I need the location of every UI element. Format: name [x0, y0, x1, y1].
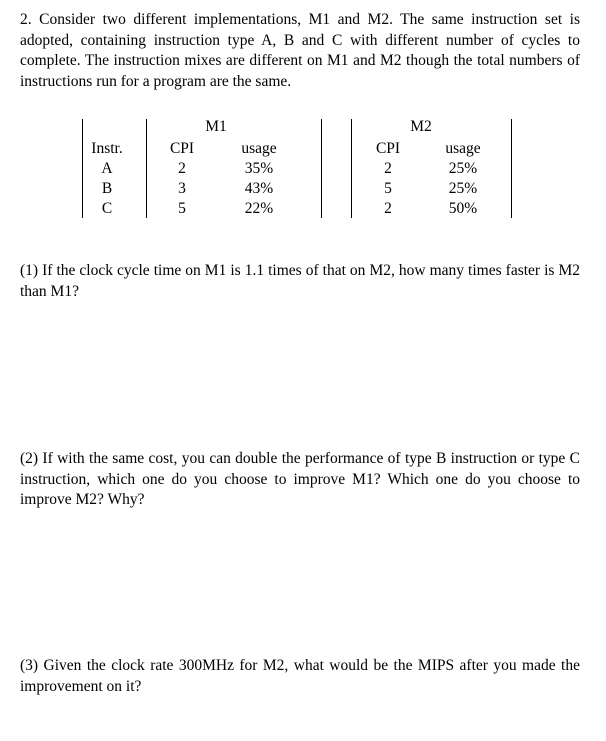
question-1: (1) If the clock cycle time on M1 is 1.1 times of that on M2, how many times faster is M2 than M1?: [20, 262, 580, 300]
m2-label: M2: [410, 118, 432, 135]
header-m2-usage: usage: [445, 140, 481, 157]
table-rule-right: [511, 119, 512, 218]
row-a-m2-cpi: 2: [384, 160, 392, 177]
question-3: (3) Given the clock rate 300MHz for M2, what would be the MIPS after you made the improvement on it?: [20, 657, 580, 695]
row-a-m1-cpi: 2: [178, 160, 186, 177]
row-c-m1-usage: 22%: [244, 200, 274, 217]
row-b-m2-usage: 25%: [448, 180, 478, 197]
header-m1-cpi: CPI: [169, 140, 195, 157]
table-rule-instr: [146, 119, 147, 218]
question-2: (2) If with the same cost, you can double the performance of type B instruction or type C instruction, which one do you choose to improve M1? Which one do you choose to improve M2? Why?: [20, 450, 580, 508]
row-b-m1-cpi: 3: [178, 180, 186, 197]
table-rule-m2-cpi: [351, 119, 352, 218]
row-c-m1-cpi: 5: [178, 200, 186, 217]
row-a-m2-usage: 25%: [448, 160, 478, 177]
row-c-instr: C: [101, 200, 113, 217]
m1-label: M1: [205, 118, 227, 135]
problem-intro: 2. Consider two different implementations, M1 and M2. The same instruction set is adopted, containing instruction type A, B and C with different number of cycles to complete. The instruction mixes are different on M1 and M2 though the total numbers of instructions run for a program are the same.: [20, 11, 580, 90]
row-b-m2-cpi: 5: [384, 180, 392, 197]
table-rule-m1: [321, 119, 322, 218]
table-rule-left: [82, 119, 83, 218]
header-m2-cpi: CPI: [375, 140, 401, 157]
row-b-m1-usage: 43%: [244, 180, 274, 197]
header-instr: Instr.: [91, 140, 123, 157]
row-c-m2-usage: 50%: [448, 200, 478, 217]
row-a-m1-usage: 35%: [244, 160, 274, 177]
row-b-instr: B: [101, 180, 113, 197]
header-m1-usage: usage: [241, 140, 277, 157]
row-a-instr: A: [101, 160, 113, 177]
row-c-m2-cpi: 2: [384, 200, 392, 217]
